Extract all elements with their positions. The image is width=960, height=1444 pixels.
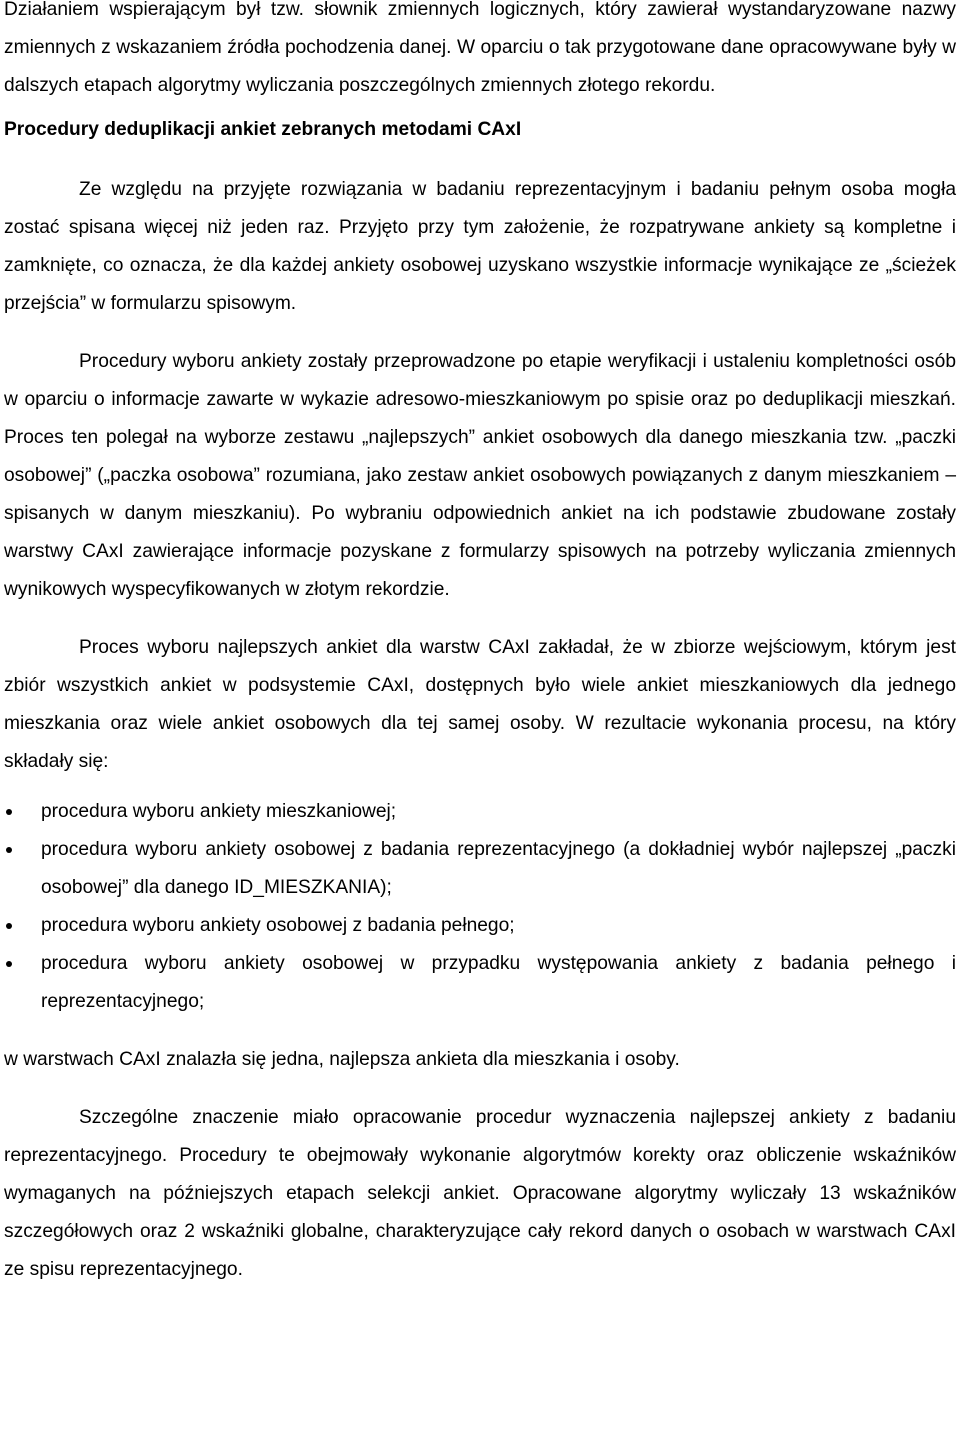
list-item-text: procedura wyboru ankiety osobowej w przypadku występowania ankiety z badania pełnego i reprezentacyjnego;: [41, 953, 956, 1012]
list-item-text: procedura wyboru ankiety mieszkaniowej;: [41, 801, 397, 822]
list-item-text: procedura wyboru ankiety osobowej z badania pełnego;: [41, 915, 515, 936]
list-item: [4, 831, 956, 907]
paragraph-result: w warstwach CAxI znalazła się jedna, najlepsza ankieta dla mieszkania i osoby.: [4, 1049, 680, 1070]
list-item: [4, 793, 956, 831]
list-item-text: procedura wyboru ankiety osobowej z badania reprezentacyjnego (a dokładniej wybór najlepszej „paczki osobowej” dla danego ID_MIESZKANIA);: [41, 839, 956, 898]
section-heading: Procedury deduplikacji ankiet zebranych metodami CAxI: [4, 119, 522, 140]
procedure-list: [4, 793, 956, 1021]
bullet-icon: [4, 793, 24, 831]
intro-paragraph: Działaniem wspierającym był tzw. słownik zmiennych logicznych, który zawierał wystandaryzowane nazwy zmiennych z wskazaniem źródła pochodzenia danej. W oparciu o tak przygotowane dane opracowywane były w dalszych etapach algorytmy wyliczania poszczególnych zmiennych złotego rekordu.: [4, 0, 956, 96]
paragraph-deduplication-reason: Ze względu na przyjęte rozwiązania w badaniu reprezentacyjnym i badaniu pełnym osoba mogła zostać spisana więcej niż jeden raz. Przyjęto przy tym założenie, że rozpatrywane ankiety są kompletne i zamknięte, co oznacza, że dla każdej ankiety osobowej uzyskano wszystkie informacje wynikające ze „ścieżek przejścia” w formularzu spisowym.: [4, 179, 956, 314]
paragraph-selection-process: Proces wyboru najlepszych ankiet dla warstw CAxI zakładał, że w zbiorze wejściowym, którym jest zbiór wszystkich ankiet w podsystemie CAxI, dostępnych było wiele ankiet mieszkaniowych dla jednego mieszkania oraz wiele ankiet osobowych dla tej samej osoby. W rezultacie wykonania procesu, na który składały się:: [4, 637, 956, 772]
bullet-icon: [4, 907, 24, 945]
list-item: [4, 907, 956, 945]
list-item: [4, 945, 956, 1021]
paragraph-selection-procedure: Procedury wyboru ankiety zostały przeprowadzone po etapie weryfikacji i ustaleniu kompletności osób w oparciu o informacje zawarte w wykazie adresowo-mieszkaniowym po spisie oraz po deduplikacji mieszkań. Proces ten polegał na wyborze zestawu „najlepszych” ankiet osobowych dla danego mieszkania tzw. „paczki osobowej” („paczka osobowa” rozumiana, jako zestaw ankiet osobowych powiązanych z danym mieszkaniem – spisanych w danym mieszkaniu). Po wybraniu odpowiednich ankiet na ich podstawie zbudowane zostały warstwy CAxI zawierające informacje pozyskane z formularzy spisowych na potrzeby wyliczania zmiennych wynikowych wyspecyfikowanych w złotym rekordzie.: [4, 351, 956, 600]
bullet-icon: [4, 831, 24, 869]
document-page: [4, 0, 956, 1289]
bullet-icon: [4, 945, 24, 983]
paragraph-significance: Szczególne znaczenie miało opracowanie procedur wyznaczenia najlepszej ankiety z badaniu reprezentacyjnego. Procedury te obejmowały wykonanie algorytmów korekty oraz obliczenie wskaźników wymaganych na późniejszych etapach selekcji ankiet. Opracowane algorytmy wyliczały 13 wskaźników szczegółowych oraz 2 wskaźniki globalne, charakteryzujące cały rekord danych o osobach w warstwach CAxI ze spisu reprezentacyjnego.: [4, 1107, 956, 1280]
